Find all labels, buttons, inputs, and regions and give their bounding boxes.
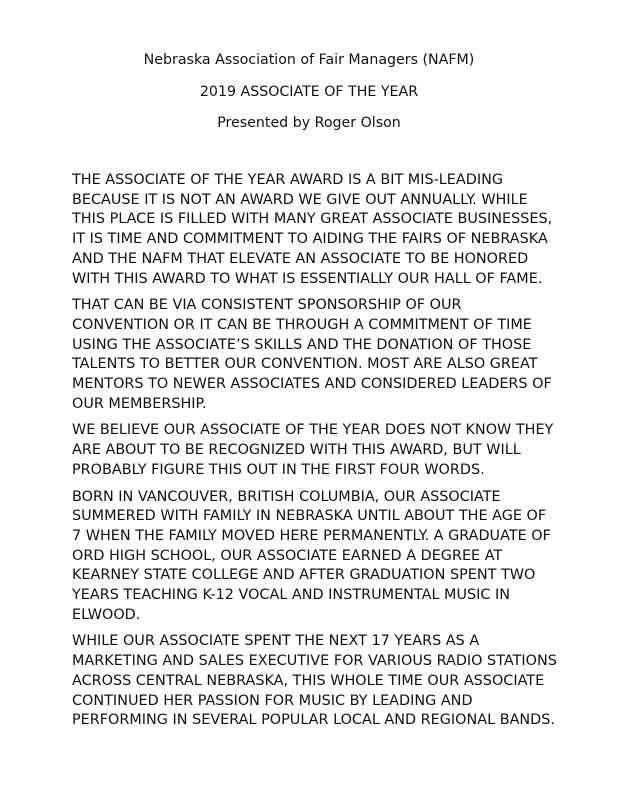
paragraph-line: MARKETING AND SALES EXECUTIVE FOR VARIOUS RADIO STATIONS	[72, 653, 557, 670]
paragraph-career	[72, 632, 608, 731]
paragraph-line: BORN IN VANCOUVER, BRITISH COLUMBIA, OUR ASSOCIATE	[72, 488, 501, 505]
paragraph-line: ARE ABOUT TO BE RECOGNIZED WITH THIS AWARD, BUT WILL	[72, 442, 521, 459]
paragraph-line: USING THE ASSOCIATE’S SKILLS AND THE DONATION OF THOSE	[72, 336, 532, 353]
paragraph-sponsorship	[72, 296, 608, 414]
paragraph-line: AND THE NAFM THAT ELEVATE AN ASSOCIATE TO BE HONORED	[72, 250, 529, 267]
paragraph-line: IT IS TIME AND COMMITMENT TO AIDING THE FAIRS OF NEBRASKA	[72, 231, 548, 248]
paragraph-line: OUR MEMBERSHIP.	[72, 395, 207, 412]
paragraph-recognition	[72, 421, 608, 480]
paragraph-line: ORD HIGH SCHOOL, OUR ASSOCIATE EARNED A DEGREE AT	[72, 547, 503, 564]
paragraph-line: KEARNEY STATE COLLEGE AND AFTER GRADUATION SPENT TWO	[72, 567, 536, 584]
paragraph-line: SUMMERED WITH FAMILY IN NEBRASKA UNTIL ABOUT THE AGE OF	[72, 508, 547, 525]
paragraph-line: CONVENTION OR IT CAN BE THROUGH A COMMITMENT OF TIME	[72, 316, 532, 333]
award-title: 2019 ASSOCIATE OF THE YEAR	[199, 83, 419, 100]
paragraph-line: THE ASSOCIATE OF THE YEAR AWARD IS A BIT MIS-LEADING	[72, 172, 503, 188]
paragraph-line: YEARS TEACHING K-12 VOCAL AND INSTRUMENTAL MUSIC IN	[72, 587, 510, 604]
paragraph-line: MENTORS TO NEWER ASSOCIATES AND CONSIDERED LEADERS OF	[72, 376, 552, 393]
paragraph-line: CONTINUED HER PASSION FOR MUSIC BY LEADING AND	[72, 692, 473, 709]
paragraph-line: PROBABLY FIGURE THIS OUT IN THE FIRST FOUR WORDS.	[72, 461, 485, 478]
paragraph-line: WHILE OUR ASSOCIATE SPENT THE NEXT 17 YEARS AS A	[72, 633, 480, 650]
document-body	[72, 171, 608, 738]
paragraph-line: BECAUSE IT IS NOT AN AWARD WE GIVE OUT ANNUALLY. WHILE	[72, 191, 528, 208]
paragraph-line: 7 WHEN THE FAMILY MOVED HERE PERMANENTLY. A GRADUATE OF	[72, 527, 551, 544]
paragraph-line: WE BELIEVE OUR ASSOCIATE OF THE YEAR DOES NOT KNOW THEY	[72, 422, 554, 439]
paragraph-line: PERFORMING IN SEVERAL POPULAR LOCAL AND REGIONAL BANDS.	[72, 712, 555, 729]
paragraph-line: TALENTS TO BETTER OUR CONVENTION. MOST ARE ALSO GREAT	[72, 356, 538, 373]
paragraph-line: THAT CAN BE VIA CONSISTENT SPONSORSHIP OF OUR	[72, 297, 462, 314]
paragraph-line: WITH THIS AWARD TO WHAT IS ESSENTIALLY OUR HALL OF FAME.	[72, 270, 543, 287]
paragraph-award-intro	[72, 171, 608, 289]
presenter-line: Presented by Roger Olson	[217, 115, 401, 131]
document-header	[0, 52, 618, 147]
paragraph-biography	[72, 488, 608, 626]
paragraph-line: ELWOOD.	[72, 606, 141, 623]
organization-title: Nebraska Association of Fair Managers (NAFM)	[143, 52, 475, 68]
paragraph-line: THIS PLACE IS FILLED WITH MANY GREAT ASSOCIATE BUSINESSES,	[72, 211, 553, 228]
paragraph-line: ACROSS CENTRAL NEBRASKA, THIS WHOLE TIME OUR ASSOCIATE	[72, 672, 545, 689]
